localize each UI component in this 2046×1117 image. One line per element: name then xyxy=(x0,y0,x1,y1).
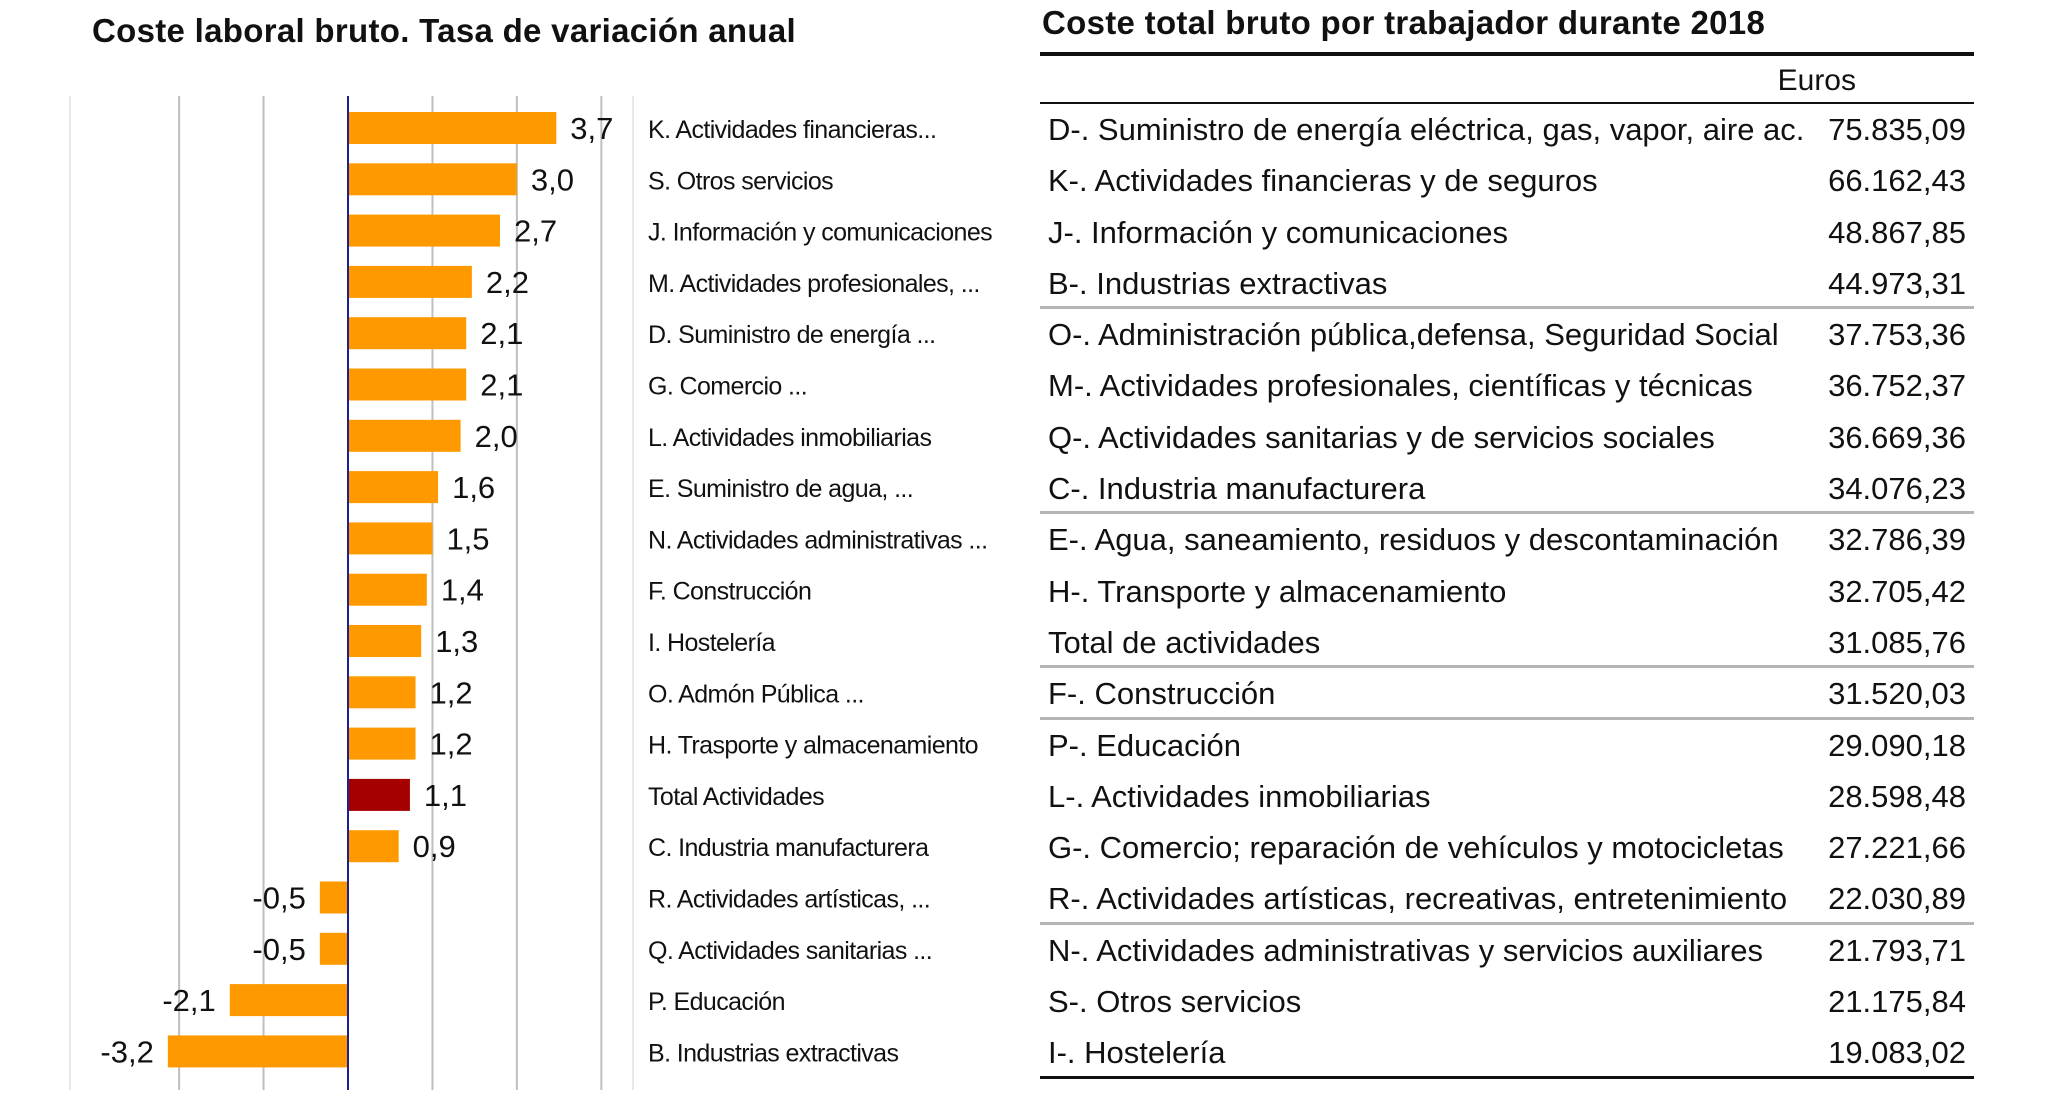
bar-value-label: 3,7 xyxy=(570,111,614,146)
category-label: C. Industria manufacturera xyxy=(648,834,929,863)
row-label: D-. Suministro de energía eléctrica, gas, vapor, aire ac. xyxy=(1048,112,1805,147)
row-value: 66.162,43 xyxy=(1828,163,1966,199)
bar xyxy=(348,830,399,862)
bar xyxy=(348,779,410,811)
row-value: 21.793,71 xyxy=(1828,932,1966,968)
table-row xyxy=(1040,155,1974,206)
category-label: S. Otros servicios xyxy=(648,167,834,196)
bar xyxy=(348,215,500,247)
row-value: 36.752,37 xyxy=(1828,368,1966,404)
row-label: I-. Hostelería xyxy=(1048,1035,1226,1071)
row-value: 75.835,09 xyxy=(1828,112,1966,147)
bar xyxy=(348,471,438,503)
table-row xyxy=(1040,668,1974,719)
row-label: S-. Otros servicios xyxy=(1048,984,1302,1020)
table-row xyxy=(1040,309,1974,360)
bar-value-label: 1,2 xyxy=(429,675,473,711)
row-value: 32.705,42 xyxy=(1828,573,1966,609)
bar-value-label: 1,2 xyxy=(429,726,473,762)
table-row xyxy=(1040,771,1974,822)
category-label: H. Trasporte y almacenamiento xyxy=(648,731,978,760)
row-label: Total de actividades xyxy=(1048,624,1321,660)
table-row xyxy=(1040,463,1974,514)
row-value: 29.090,18 xyxy=(1828,727,1966,763)
category-label: D. Suministro de energía ... xyxy=(648,321,936,350)
table-row xyxy=(1040,360,1974,411)
row-label: H-. Transporte y almacenamiento xyxy=(1048,573,1507,609)
table-row xyxy=(1040,925,1974,976)
category-label: K. Actividades financieras... xyxy=(648,116,937,144)
category-label: M. Actividades profesionales, ... xyxy=(648,269,980,298)
table-row xyxy=(1040,873,1974,924)
bar xyxy=(320,882,348,914)
category-label: E. Suministro de agua, ... xyxy=(648,475,914,504)
bar-value-label: 3,0 xyxy=(530,162,575,198)
row-label: G-. Comercio; reparación de vehículos y motocicletas xyxy=(1048,830,1784,866)
category-label: O. Admón Pública ... xyxy=(648,680,864,709)
row-label: C-. Industria manufacturera xyxy=(1048,471,1426,507)
bar xyxy=(348,676,416,708)
bar xyxy=(348,317,466,349)
bar xyxy=(348,420,461,452)
bar-value-label: -3,2 xyxy=(100,1034,154,1070)
row-value: 28.598,48 xyxy=(1828,778,1966,814)
row-label: N-. Actividades administrativas y servicios auxiliares xyxy=(1048,932,1763,968)
bar xyxy=(348,728,416,760)
bar-value-label: 2,1 xyxy=(480,367,524,403)
row-label: B-. Industrias extractivas xyxy=(1048,265,1388,301)
table-row xyxy=(1040,617,1974,668)
table-row xyxy=(1040,822,1974,873)
table-title: Coste total bruto por trabajador durante 2018 xyxy=(1042,4,1766,41)
row-value: 37.753,36 xyxy=(1828,317,1966,353)
bar-value-label: -2,1 xyxy=(162,983,216,1019)
table-row xyxy=(1040,207,1974,258)
bar xyxy=(348,574,427,606)
row-value: 21.175,84 xyxy=(1828,984,1966,1020)
table-body xyxy=(1040,104,1974,1079)
row-label: L-. Actividades inmobiliarias xyxy=(1048,778,1431,814)
row-value: 19.083,02 xyxy=(1828,1035,1966,1071)
row-label: E-. Agua, saneamiento, residuos y descontaminación xyxy=(1048,522,1779,558)
table-row xyxy=(1040,104,1974,155)
bar-value-label: 1,3 xyxy=(435,624,479,659)
category-label: Total Actividades xyxy=(648,782,825,811)
row-label: Q-. Actividades sanitarias y de servicios sociales xyxy=(1048,419,1715,455)
bar-value-label: 1,5 xyxy=(446,521,490,557)
category-label: F. Construcción xyxy=(648,577,812,606)
category-label: I. Hostelería xyxy=(648,629,775,657)
bar-value-label: -0,5 xyxy=(252,931,306,967)
bar-value-label: 2,7 xyxy=(514,213,558,249)
unit-label: Euros xyxy=(1777,64,1856,97)
bar-value-label: 0,9 xyxy=(412,829,456,865)
bar xyxy=(348,625,421,657)
row-label: M-. Actividades profesionales, científicas y técnicas xyxy=(1048,368,1753,404)
category-label: G. Comercio ... xyxy=(648,372,808,401)
category-label: R. Actividades artísticas, ... xyxy=(648,885,931,914)
bar xyxy=(348,369,466,401)
bar-value-label: 1,1 xyxy=(423,777,468,813)
bar xyxy=(348,112,556,144)
row-value: 44.973,31 xyxy=(1828,265,1966,301)
row-label: K-. Actividades financieras y de seguros xyxy=(1048,163,1598,199)
table-row xyxy=(1040,720,1974,771)
row-label: J-. Información y comunicaciones xyxy=(1048,214,1509,250)
bar-value-label: 1,6 xyxy=(452,470,496,506)
row-label: O-. Administración pública,defensa, Seguridad Social xyxy=(1048,317,1779,353)
table-row xyxy=(1040,1027,1974,1078)
bar xyxy=(230,984,348,1016)
row-value: 48.867,85 xyxy=(1828,214,1966,250)
bar xyxy=(348,266,472,298)
table-row xyxy=(1040,258,1974,309)
row-value: 34.076,23 xyxy=(1828,471,1966,507)
bar xyxy=(320,933,348,965)
chart-title: Coste laboral bruto. Tasa de variación anual xyxy=(92,12,796,49)
bar-value-label: 2,2 xyxy=(485,264,529,300)
table-row xyxy=(1040,566,1974,617)
bar-value-label: 2,0 xyxy=(474,418,518,454)
row-value: 32.786,39 xyxy=(1828,522,1966,558)
bar-value-label: 1,4 xyxy=(440,572,484,608)
row-label: P-. Educación xyxy=(1048,727,1241,763)
bar xyxy=(348,163,517,195)
row-label: F-. Construcción xyxy=(1048,676,1276,712)
category-label: J. Información y comunicaciones xyxy=(648,218,993,247)
category-label: N. Actividades administrativas ... xyxy=(648,526,988,555)
table-unit-header xyxy=(1040,56,1974,104)
bar-value-label: -0,5 xyxy=(252,880,306,916)
row-value: 22.030,89 xyxy=(1828,881,1966,917)
category-label: L. Actividades inmobiliarias xyxy=(648,423,932,452)
table-row xyxy=(1040,514,1974,565)
chart-category-labels xyxy=(648,116,992,1067)
table-row xyxy=(1040,412,1974,463)
table-row xyxy=(1040,976,1974,1027)
bar xyxy=(348,522,432,554)
bar xyxy=(168,1035,348,1067)
row-value: 36.669,36 xyxy=(1828,419,1966,455)
cost-table xyxy=(1040,52,1974,1079)
row-value: 27.221,66 xyxy=(1828,830,1966,866)
row-label: R-. Actividades artísticas, recreativas, entretenimiento xyxy=(1048,881,1788,917)
category-label: P. Educación xyxy=(648,988,785,1017)
row-value: 31.085,76 xyxy=(1828,624,1966,660)
category-label: B. Industrias extractivas xyxy=(648,1039,899,1068)
chart-bars xyxy=(168,112,556,1067)
row-value: 31.520,03 xyxy=(1828,676,1966,712)
category-label: Q. Actividades sanitarias ... xyxy=(648,936,933,965)
bar-value-label: 2,1 xyxy=(480,316,524,352)
